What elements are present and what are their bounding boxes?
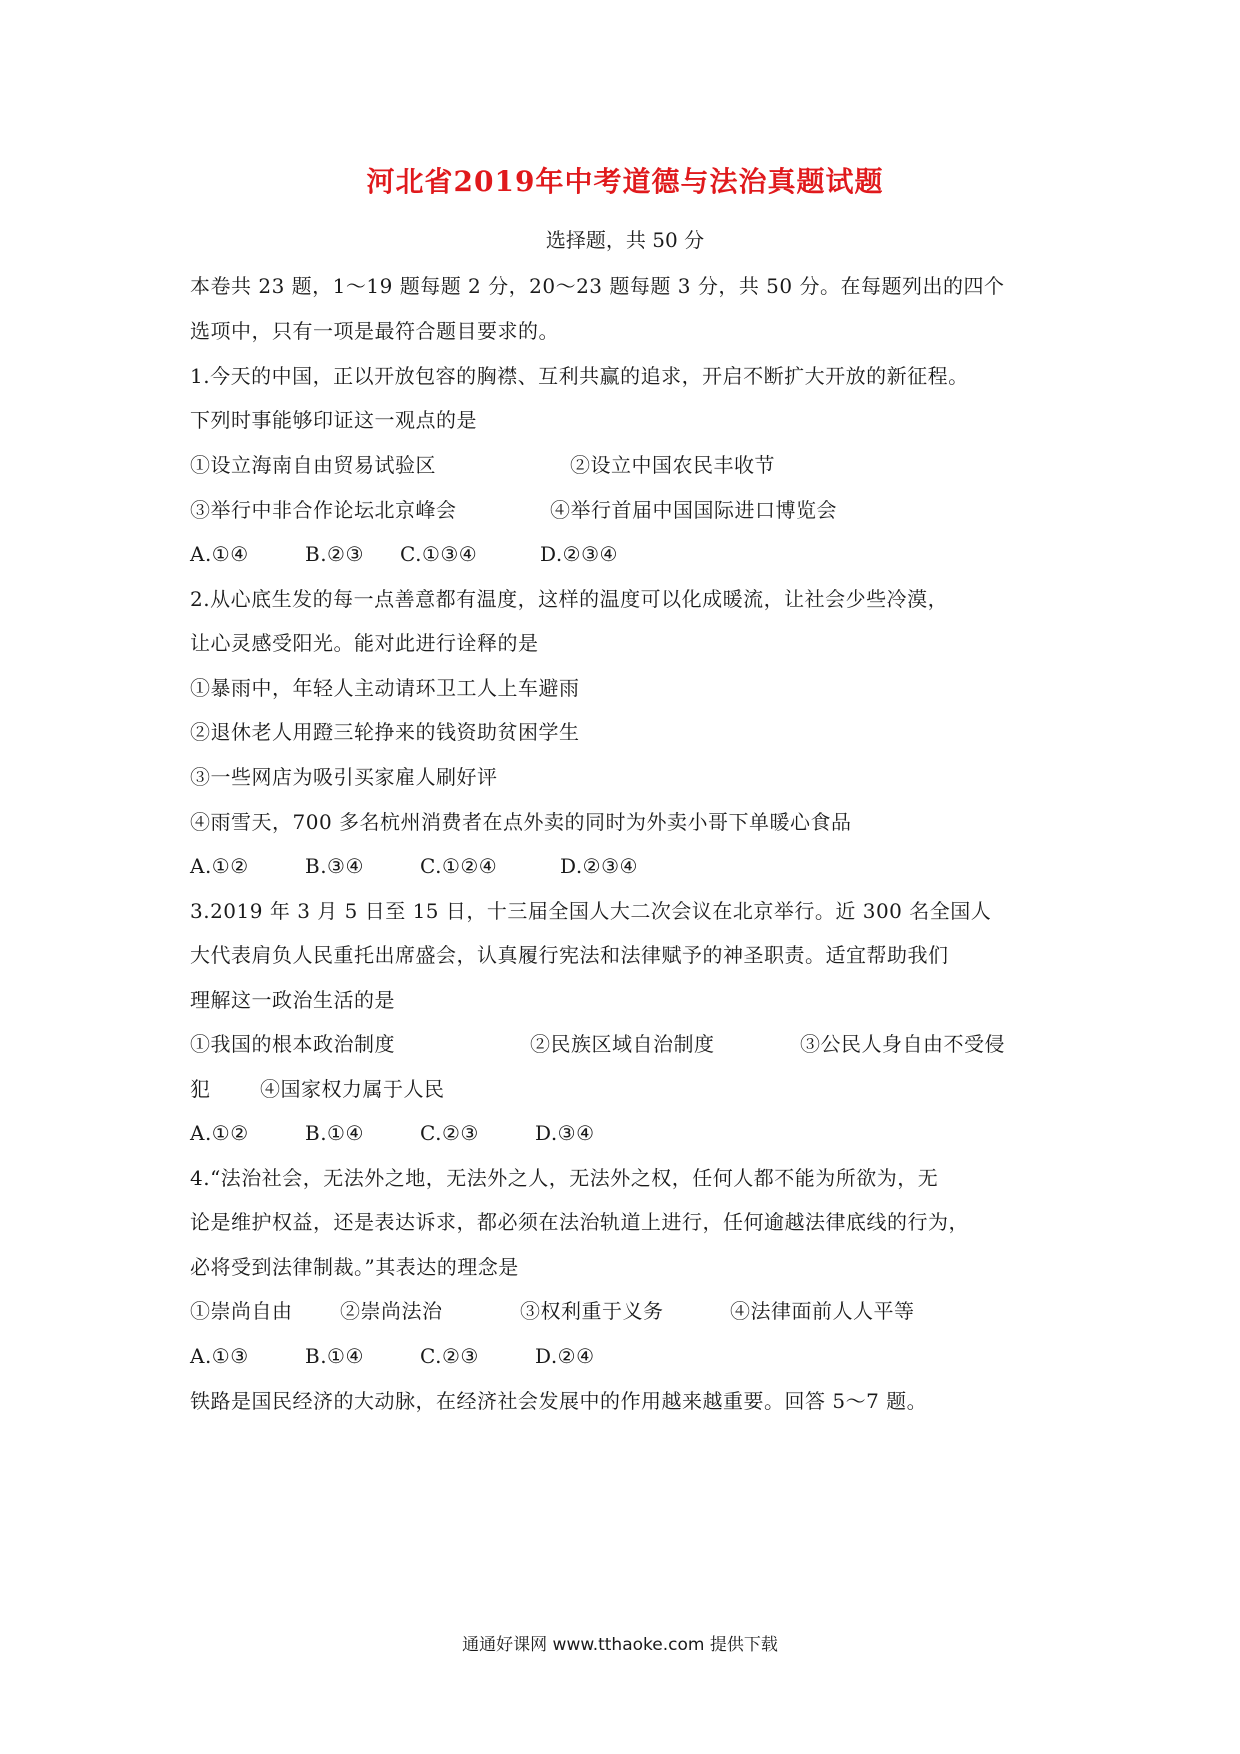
q1-answer-d: D.②③④ (540, 542, 618, 566)
section-intro-5-7: 铁路是国民经济的大动脉，在经济社会发展中的作用越来越重要。回答 5～7 题。 (190, 1389, 928, 1413)
q4-stem-line-1: 4.“法治社会，无法外之地，无法外之人，无法外之权，任何人都不能为所欲为，无 (190, 1166, 939, 1190)
q2-stem-line-1: 2.从心底生发的每一点善意都有温度，这样的温度可以化成暖流，让社会少些冷漠， (190, 587, 949, 611)
q2-item-2: ②退休老人用蹬三轮挣来的钱资助贫困学生 (190, 720, 580, 744)
q2-answers (190, 850, 1060, 882)
q3-item-4: ④国家权力属于人民 (260, 1077, 445, 1101)
q2-answer-d: D.②③④ (560, 854, 638, 878)
q1-answers (190, 538, 1060, 570)
q2-answer-b: B.③④ (305, 854, 364, 878)
q2-stem-line-2: 让心灵感受阳光。能对此进行诠释的是 (190, 631, 539, 655)
q1-item-3: ③举行中非合作论坛北京峰会 (190, 498, 457, 522)
q1-item-4: ④举行首届中国国际进口博览会 (550, 498, 837, 522)
intro-line-1: 本卷共 23 题，1～19 题每题 2 分，20～23 题每题 3 分，共 50 分。在每题列出的四个 (190, 274, 1005, 298)
q3-items-row-2 (190, 1073, 1060, 1105)
intro-line-2: 选项中，只有一项是最符合题目要求的。 (190, 319, 559, 343)
q4-answer-b: B.①④ (305, 1344, 364, 1368)
q4-answers (190, 1340, 1060, 1372)
exam-page (190, 0, 1060, 1754)
q4-item-2: ②崇尚法治 (340, 1299, 443, 1323)
q4-item-4: ④法律面前人人平等 (730, 1299, 915, 1323)
q1-stem-line-1: 1.今天的中国，正以开放包容的胸襟、互利共赢的追求，开启不断扩大开放的新征程。 (190, 364, 969, 388)
q4-stem-line-3: 必将受到法律制裁。”其表达的理念是 (190, 1255, 519, 1279)
q4-item-1: ①崇尚自由 (190, 1299, 293, 1323)
q1-answer-a: A.①④ (190, 542, 249, 566)
q3-items-row-1 (190, 1028, 1060, 1060)
q4-answer-c: C.②③ (420, 1344, 479, 1368)
q1-items-row-1 (190, 449, 1060, 481)
q2-answer-c: C.①②④ (420, 854, 498, 878)
section-subtitle: 选择题，共 50 分 (545, 228, 705, 252)
q3-stem-line-1: 3.2019 年 3 月 5 日至 15 日，十三届全国人大二次会议在北京举行。近 300 名全国人 (190, 899, 992, 923)
q3-answer-c: C.②③ (420, 1121, 479, 1145)
q2-item-3: ③一些网店为吸引买家雇人刷好评 (190, 765, 498, 789)
q3-item-3: ③公民人身自由不受侵 (800, 1032, 1005, 1056)
q4-stem-line-2: 论是维护权益，还是表达诉求，都必须在法治轨道上进行，任何逾越法律底线的行为， (190, 1210, 969, 1234)
q1-answer-c: C.①③④ (400, 542, 478, 566)
q1-stem-line-2: 下列时事能够印证这一观点的是 (190, 408, 477, 432)
q2-item-4: ④雨雪天，700 多名杭州消费者在点外卖的同时为外卖小哥下单暖心食品 (190, 810, 852, 834)
q1-items-row-2 (190, 494, 1060, 526)
q3-stem-line-2: 大代表肩负人民重托出席盛会，认真履行宪法和法律赋予的神圣职责。适宜帮助我们 (190, 943, 949, 967)
page-title: 河北省2019年中考道德与法治真题试题 (366, 165, 884, 198)
q3-item-3-cont: 犯 (190, 1077, 211, 1101)
q3-answer-d: D.③④ (535, 1121, 595, 1145)
q1-item-1: ①设立海南自由贸易试验区 (190, 453, 436, 477)
q4-items (190, 1295, 1060, 1327)
q1-item-2: ②设立中国农民丰收节 (570, 453, 775, 477)
q3-stem-line-3: 理解这一政治生活的是 (190, 988, 395, 1012)
q3-item-2: ②民族区域自治制度 (530, 1032, 715, 1056)
q2-answer-a: A.①② (190, 854, 249, 878)
q4-answer-a: A.①③ (190, 1344, 249, 1368)
q3-answers (190, 1117, 1060, 1149)
q3-answer-b: B.①④ (305, 1121, 364, 1145)
q2-item-1: ①暴雨中，年轻人主动请环卫工人上车避雨 (190, 676, 580, 700)
q4-item-3: ③权利重于义务 (520, 1299, 664, 1323)
q1-answer-b: B.②③ (305, 542, 364, 566)
page-footer: 通通好课网 www.tthaoke.com 提供下载 (462, 1635, 778, 1655)
q3-answer-a: A.①② (190, 1121, 249, 1145)
q4-answer-d: D.②④ (535, 1344, 595, 1368)
q3-item-1: ①我国的根本政治制度 (190, 1032, 395, 1056)
